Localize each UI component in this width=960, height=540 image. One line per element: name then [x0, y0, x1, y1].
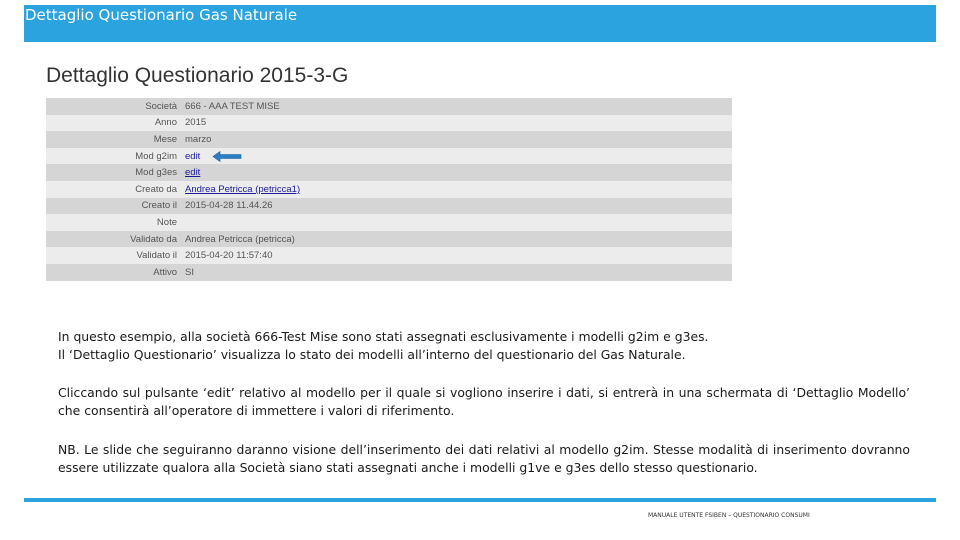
table-row	[46, 98, 732, 115]
table-row	[46, 131, 732, 148]
row-value: marzo	[181, 131, 732, 148]
row-label: Creato il	[46, 198, 181, 215]
footer-caption: MANUALE UTENTE FSIBEN – QUESTIONARIO CONSUMI	[648, 512, 810, 519]
edit-g2im-link[interactable]: edit	[185, 150, 201, 162]
row-label: Note	[46, 214, 181, 231]
row-value	[181, 214, 732, 231]
creator-link[interactable]: Andrea Petricca (petricca1)	[185, 183, 301, 195]
row-value: 2015	[181, 115, 732, 132]
row-label: Attivo	[46, 264, 181, 281]
table-row	[46, 247, 732, 264]
text-line: Il ‘Dettaglio Questionario’ visualizza lo stato dei modelli all’interno del questionario del Gas Naturale.	[58, 347, 686, 362]
table-row	[46, 264, 732, 281]
table-row	[46, 198, 732, 215]
row-label: Validato da	[46, 231, 181, 248]
table-row	[46, 148, 732, 165]
explanation-paragraph-1	[58, 328, 910, 364]
table-row	[46, 164, 732, 181]
row-value: 666 - AAA TEST MISE	[181, 98, 732, 115]
row-label: Mod g2im	[46, 148, 181, 165]
edit-g3es-link[interactable]: edit	[185, 167, 201, 179]
row-value: 2015-04-28 11.44.26	[181, 198, 732, 215]
row-label: Società	[46, 98, 181, 115]
table-row	[46, 115, 732, 132]
slide-title: Dettaglio Questionario Gas Naturale	[25, 6, 298, 24]
text-line: In questo esempio, alla società 666-Test Mise sono stati assegnati esclusivamente i modelli g2im e g3es.	[58, 329, 709, 344]
row-value: SI	[181, 264, 732, 281]
row-label: Creato da	[46, 181, 181, 198]
table-row	[46, 214, 732, 231]
row-label: Mese	[46, 131, 181, 148]
questionnaire-detail-table	[46, 98, 732, 281]
questionnaire-title: Dettaglio Questionario 2015-3-G	[46, 64, 349, 87]
explanation-paragraph-2: Cliccando sul pulsante ‘edit’ relativo al modello per il quale si vogliono inserire i dati, si entrerà in una schermata di ‘Dettaglio Modello’ che consentirà all’operatore di immettere i valori di riferimento.	[58, 385, 910, 418]
pointer-arrow-icon	[212, 151, 242, 162]
row-label: Anno	[46, 115, 181, 132]
row-value: Andrea Petricca (petricca)	[181, 231, 732, 248]
table-row	[46, 231, 732, 248]
row-label: Mod g3es	[46, 164, 181, 181]
row-value: 2015-04-20 11:57:40	[181, 247, 732, 264]
explanation-paragraph-3: NB. Le slide che seguiranno daranno visione dell’inserimento dei dati relativi al modello g2im. Stesse modalità di inserimento dovranno essere utilizzate qualora alla Società siano stati assegnati anche i modelli g1ve e g3es dello stesso questionario.	[58, 442, 910, 475]
table-row	[46, 181, 732, 198]
row-label: Validato il	[46, 247, 181, 264]
footer-divider	[24, 498, 936, 502]
